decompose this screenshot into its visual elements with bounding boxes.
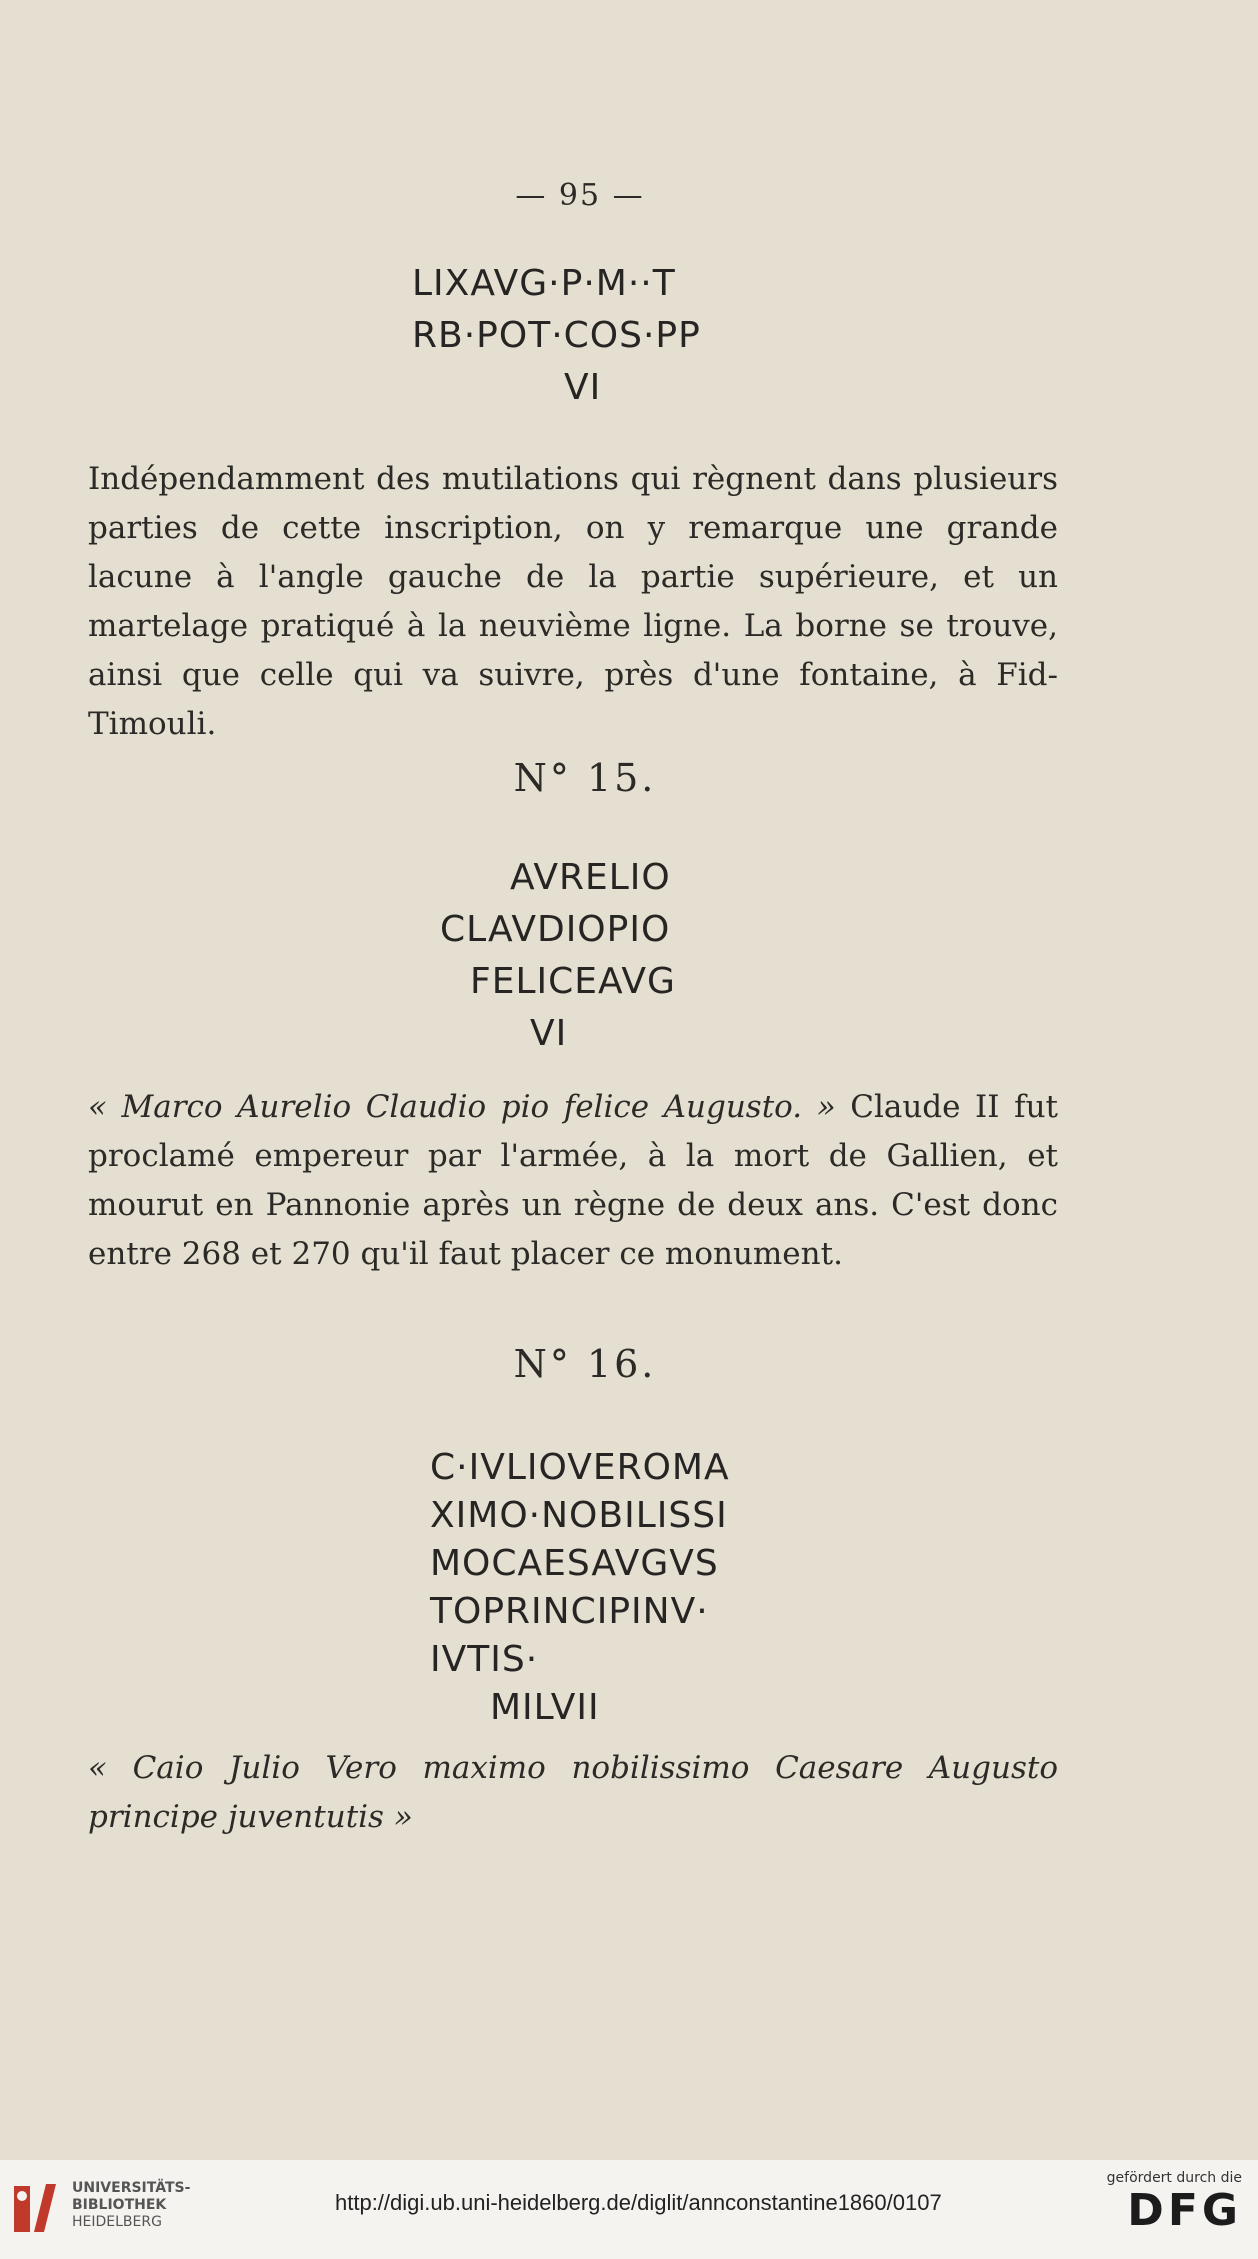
library-logo[interactable] bbox=[12, 2180, 190, 2236]
latin-reading: « Caio Julio Vero maximo nobilissimo Caesare Augusto principe juventutis » bbox=[88, 1750, 1058, 1835]
heading-no-16: N° 16. bbox=[513, 1342, 657, 1386]
library-name-line: UNIVERSITÄTS- bbox=[72, 2180, 191, 2196]
paragraph-claude-ii bbox=[88, 1083, 1058, 1279]
inscription-line: RB·POT·COS·PP bbox=[412, 315, 701, 356]
latin-reading: « Marco Aurelio Claudio pio felice Augusto. » bbox=[88, 1089, 836, 1125]
inscription-line: LIXAVG·P·M··T bbox=[412, 263, 676, 304]
inscription-line: XIMO·NOBILISSI bbox=[430, 1495, 728, 1536]
inscription-line: VI bbox=[530, 1013, 568, 1054]
inscription-line: TOPRINCIPINV· bbox=[430, 1591, 709, 1632]
heading-no-15: N° 15. bbox=[513, 756, 657, 800]
inscription-line: C·IVLIOVEROMA bbox=[430, 1447, 730, 1488]
dfg-logo[interactable] bbox=[1107, 2170, 1242, 2236]
sponsor-text: gefördert durch die bbox=[1106, 2170, 1242, 2186]
inscription-line: CLAVDIOPIO bbox=[440, 909, 671, 950]
commentary: Claude II fut proclamé empereur par l'armée, à la mort de Gallien, et mourut en Pannonie après un règne de deux ans. C'est donc entre 268 et 270 qu'il faut placer ce monument. bbox=[88, 1089, 1058, 1272]
inscription-line: IVTIS· bbox=[430, 1639, 539, 1680]
dfg-logo-text: DFG bbox=[1127, 2185, 1242, 2236]
library-name-line: HEIDELBERG bbox=[72, 2214, 162, 2230]
paragraph-caio-julio bbox=[88, 1744, 1058, 1842]
inscription-line: MILVII bbox=[490, 1687, 600, 1728]
inscription-line: MOCAESAVGVS bbox=[430, 1543, 719, 1584]
heidelberg-library-logo-icon bbox=[12, 2180, 60, 2236]
page-number: — 95 — bbox=[515, 178, 645, 213]
inscription-line: AVRELIO bbox=[510, 857, 671, 898]
footer-bar bbox=[0, 2160, 1258, 2259]
library-name-line: BIBLIOTHEK bbox=[72, 2197, 167, 2213]
inscription-line: VI bbox=[564, 367, 602, 408]
paragraph-fid-timouli: Indépendamment des mutilations qui règnent dans plusieurs parties de cette inscription, on y remarque une grande lacune à l'angle gauche de la partie supérieure, et un martelage pratiqué à la neuvième ligne. La borne se trouve, ainsi que celle qui va suivre, près d'une fontaine, à Fid-Timouli. bbox=[88, 461, 1058, 742]
inscription-line: FELICEAVG bbox=[470, 961, 676, 1002]
permalink-url[interactable]: http://digi.ub.uni-heidelberg.de/diglit/annconstantine1860/0107 bbox=[335, 2190, 942, 2215]
